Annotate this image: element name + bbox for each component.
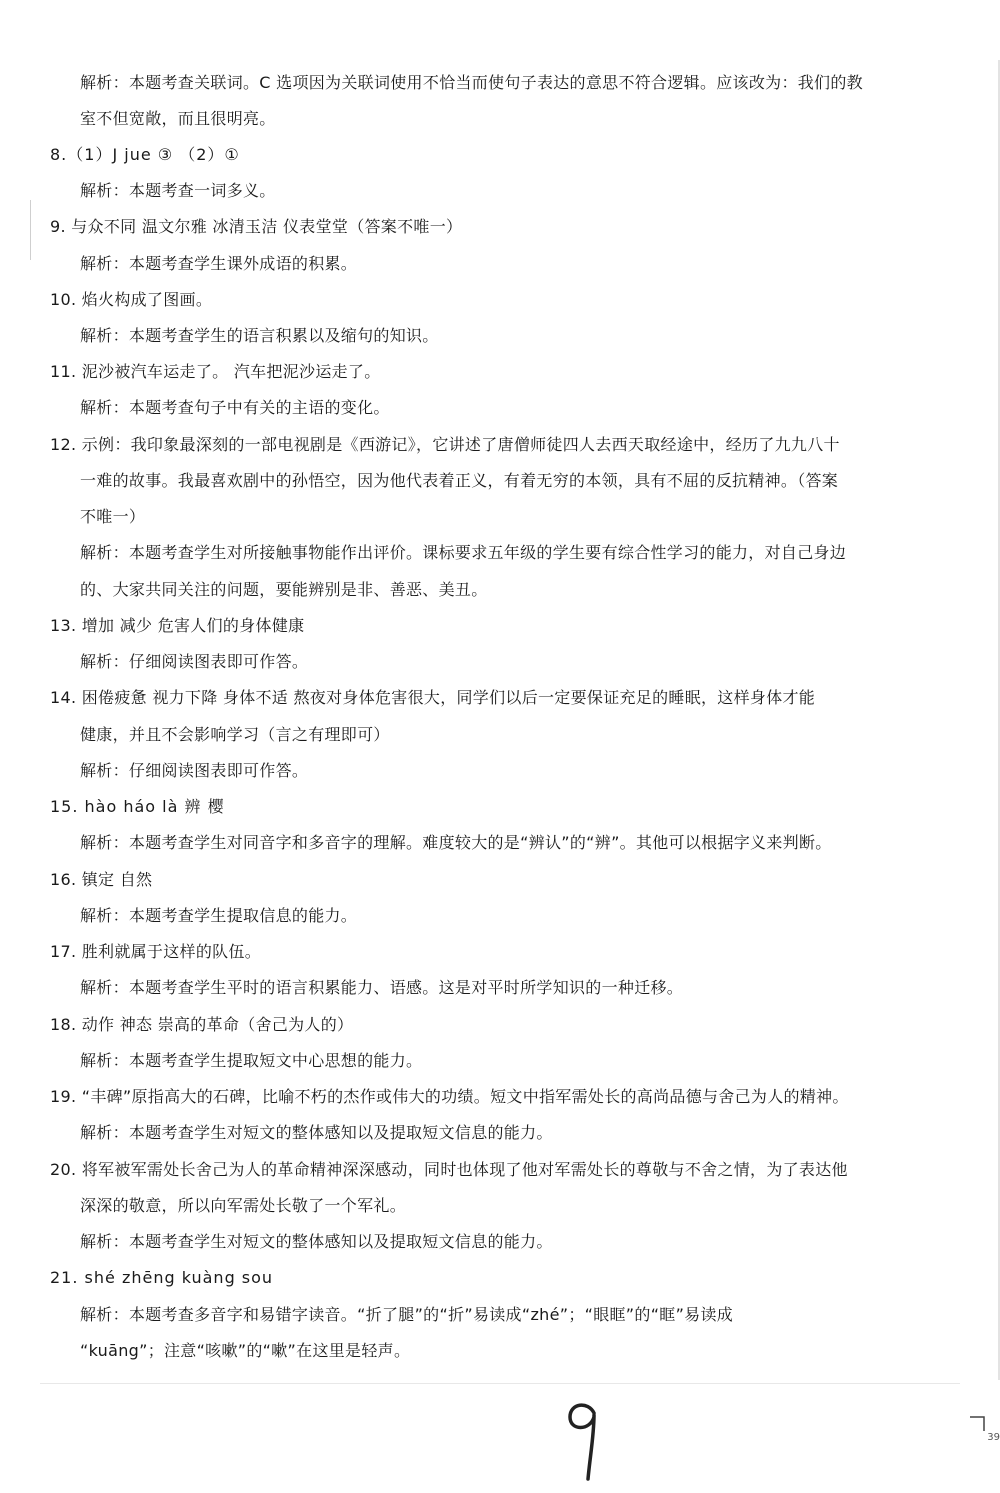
answer-7-analysis-line-2: 室不但宽敞，而且很明亮。 xyxy=(80,109,276,128)
answer-10-analysis: 解析：本题考查学生的语言积累以及缩句的知识。 xyxy=(80,326,439,345)
answer-18-analysis: 解析：本题考查学生提取短文中心思想的能力。 xyxy=(80,1051,423,1070)
answer-20-line-2: 深深的敬意，所以向军需处长敬了一个军礼。 xyxy=(80,1196,407,1215)
answer-14-line-2: 健康，并且不会影响学习（言之有理即可） xyxy=(80,725,390,744)
answer-21-analysis-line-1: 解析：本题考查多音字和易错字读音。“折了腿”的“折”易读成“zhé”；“眼眶”的“眶”易读成 xyxy=(80,1305,734,1324)
answer-12-analysis-line-2: 的、大家共同关注的问题，要能辨别是非、善恶、美丑。 xyxy=(80,580,488,599)
answer-7-analysis-line-1: 解析：本题考查关联词。C 选项因为关联词使用不恰当而使句子表达的意思不符合逻辑。应该改为：我们的教 xyxy=(80,73,863,92)
answer-10: 10. 焰火构成了图画。 xyxy=(50,290,213,309)
answer-17-analysis: 解析：本题考查学生平时的语言积累能力、语感。这是对平时所学知识的一种迁移。 xyxy=(80,978,684,997)
answer-12-analysis-line-1: 解析：本题考查学生对所接触事物能作出评价。课标要求五年级的学生要有综合性学习的能力，对自己身边 xyxy=(80,543,847,562)
answer-20-line-1: 20. 将军被军需处长舍己为人的革命精神深深感动，同时也体现了他对军需处长的尊敬与不舍之情，为了表达他 xyxy=(50,1160,848,1179)
answer-21-analysis-line-2: “kuāng”；注意“咳嗽”的“嗽”在这里是轻声。 xyxy=(80,1341,411,1360)
binding-mark xyxy=(30,200,31,260)
answer-18: 18. 动作 神态 崇高的革命（舍己为人的） xyxy=(50,1015,354,1034)
answer-21: 21. shé zhēng kuàng sou xyxy=(50,1268,274,1287)
answer-12-line-1: 12. 示例：我印象最深刻的一部电视剧是《西游记》，它讲述了唐僧师徒四人去西天取经途中，经历了九九八十 xyxy=(50,435,840,454)
answer-19-analysis: 解析：本题考查学生对短文的整体感知以及提取短文信息的能力。 xyxy=(80,1123,553,1142)
answer-12-line-2: 一难的故事。我最喜欢剧中的孙悟空，因为他代表着正义，有着无穷的本领，具有不屈的反抗精神。（答案 xyxy=(80,471,839,490)
answer-15: 15. hào háo là 辨 樱 xyxy=(50,797,225,816)
answer-20-analysis: 解析：本题考查学生对短文的整体感知以及提取短文信息的能力。 xyxy=(80,1232,553,1251)
answer-11: 11. 泥沙被汽车运走了。 汽车把泥沙运走了。 xyxy=(50,362,381,381)
footer-rule xyxy=(40,1383,960,1384)
answer-17: 17. 胜利就属于这样的队伍。 xyxy=(50,942,262,961)
answer-13-analysis: 解析：仔细阅读图表即可作答。 xyxy=(80,652,309,671)
answer-14-analysis: 解析：仔细阅读图表即可作答。 xyxy=(80,761,309,780)
answer-14-line-1: 14. 困倦疲惫 视力下降 身体不适 熬夜对身体危害很大，同学们以后一定要保证充足的睡眠，这样身体才能 xyxy=(50,688,816,707)
answer-16-analysis: 解析：本题考查学生提取信息的能力。 xyxy=(80,906,358,925)
answer-19: 19. “丰碑”原指高大的石碑，比喻不朽的杰作或伟大的功绩。短文中指军需处长的高尚品德与舍己为人的精神。 xyxy=(50,1087,849,1106)
page-corner-icon xyxy=(968,1415,986,1433)
handwritten-nine-mark xyxy=(560,1395,610,1485)
page-number: 39 xyxy=(987,1432,1000,1443)
answer-8-analysis: 解析：本题考查一词多义。 xyxy=(80,181,276,200)
answer-9-analysis: 解析：本题考查学生课外成语的积累。 xyxy=(80,254,358,273)
answer-11-analysis: 解析：本题考查句子中有关的主语的变化。 xyxy=(80,398,390,417)
answer-12-line-3: 不唯一） xyxy=(80,507,146,526)
answer-16: 16. 镇定 自然 xyxy=(50,870,153,889)
answer-15-analysis: 解析：本题考查学生对同音字和多音字的理解。难度较大的是“辨认”的“辨”。其他可以根据字义来判断。 xyxy=(80,833,832,852)
answer-9: 9. 与众不同 温文尔雅 冰清玉洁 仪表堂堂（答案不唯一） xyxy=(50,217,463,236)
answer-8: 8.（1）J jue ③ （2）① xyxy=(50,145,240,164)
answer-13: 13. 增加 减少 危害人们的身体健康 xyxy=(50,616,305,635)
